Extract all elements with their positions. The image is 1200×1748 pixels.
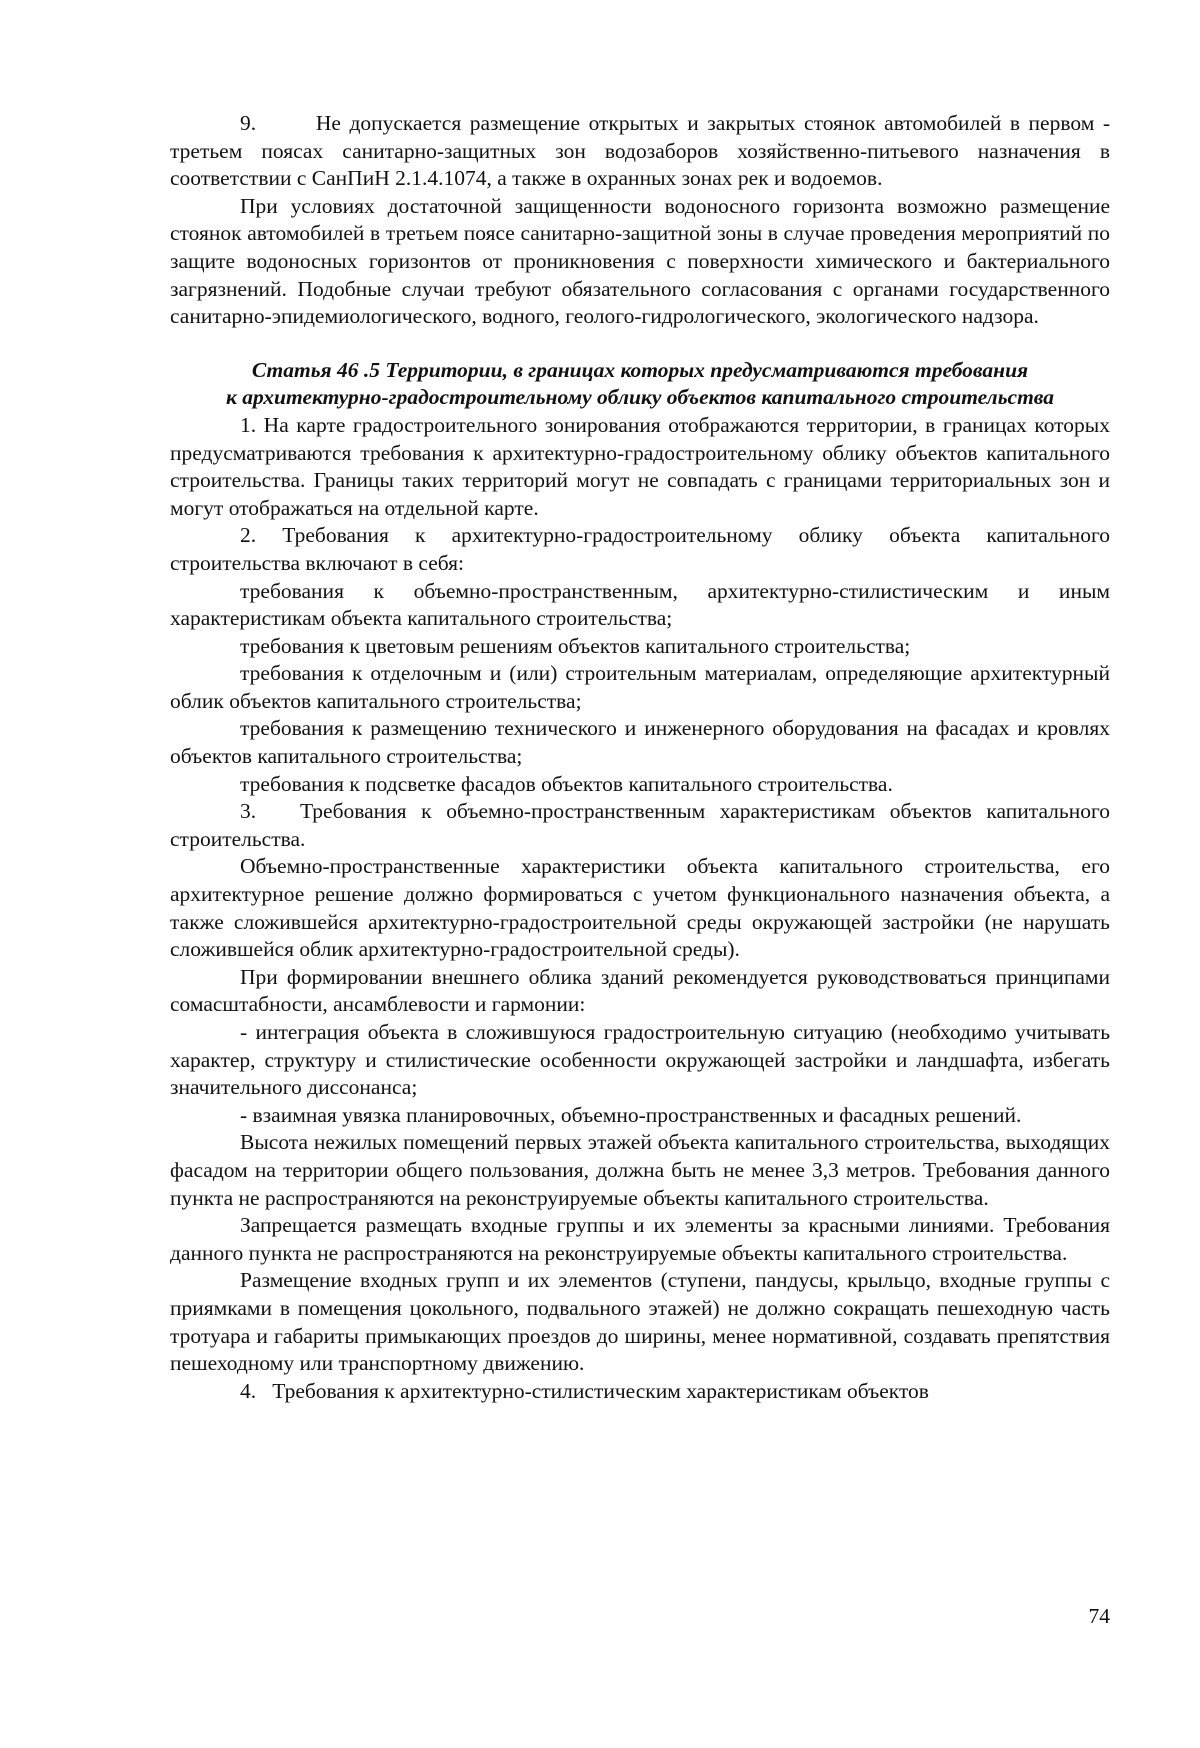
- paragraph-1: 1. На карте градостроительного зонирования отображаются территории, в границах которых предусматриваются требования к архитектурно-градостроительному облику объектов капитального строительства. Границы таких территорий могут не совпадать с границами территориальных зон и могут отображаться на отдельной карте.: [170, 412, 1110, 520]
- requirement-equipment: требования к размещению технического и инженерного оборудования на фасадах и кровлях объектов капитального строительства;: [170, 716, 1110, 769]
- article-heading-line-2: к архитектурно-градостроительному облику объектов капитального строительства: [225, 385, 1055, 410]
- list-item-coordination: - взаимная увязка планировочных, объемно-пространственных и фасадных решений.: [240, 1102, 1022, 1127]
- document-page: [170, 110, 1110, 1405]
- paragraph-4: 4. Требования к архитектурно-стилистическим характеристикам объектов: [240, 1378, 929, 1403]
- requirement-materials: требования к отделочным и (или) строительным материалам, определяющие архитектурный облик объектов капитального строительства;: [170, 661, 1110, 713]
- requirement-volume-spatial: требования к объемно-пространственным, архитектурно-стилистическим и иным характеристикам объекта капитального строительства;: [170, 578, 1110, 631]
- paragraph-2: 2. Требования к архитектурно-градостроительному облику объекта капитального строительства включают в себя:: [170, 523, 1110, 575]
- list-item-integration: - интеграция объекта в сложившуюся градостроительную ситуацию (необходимо учитывать характер, структуру и стилистические особенности окружающей застройки и ландшафта, избегать значительного диссонанса;: [170, 1020, 1110, 1100]
- article-heading: [170, 357, 1110, 412]
- paragraph-parking-conditions: При условиях достаточной защищенности водоносного горизонта возможно размещение стоянок автомобилей в третьем поясе санитарно-защитной зоны в случае проведения мероприятий по защите водоносных горизонтов от проникновения с поверхности химического и бактериального загрязнений. Подобные случаи требуют обязательного согласования с органами государственного санитарно-эпидемиологического, водного, геолого-гидрологического, экологического надзора.: [170, 193, 1110, 329]
- paragraph-entrance-placement: Размещение входных групп и их элементов (ступени, пандусы, крыльцо, входные группы с приямками в помещения цокольного, подвального этажей) не должно сокращать пешеходную часть тротуара и габариты примыкающих проездов до ширины, менее нормативной, создавать препятствия пешеходному или транспортному движению.: [170, 1268, 1110, 1376]
- paragraph-entrance-groups: Запрещается размещать входные группы и их элементы за красными линиями. Требования данного пункта не распространяются на реконструируемые объекты капитального строительства.: [170, 1213, 1110, 1265]
- page-number: 74: [1088, 1604, 1110, 1628]
- paragraph-floor-height: Высота нежилых помещений первых этажей объекта капитального строительства, выходящих фасадом на территории общего пользования, должна быть не менее 3,3 метров. Требования данного пункта не распространяются на реконструируемые объекты капитального строительства.: [170, 1130, 1110, 1210]
- article-heading-line-1: Статья 46 .5 Территории, в границах которых предусматриваются требования: [251, 357, 1029, 382]
- paragraph-volume-characteristics: Объемно-пространственные характеристики объекта капитального строительства, его архитектурное решение должно формироваться с учетом функционального назначения объекта, а также сложившейся архитектурно-градостроительной среды окружающей застройки (не нарушать сложившейся облик архитектурно-градостроительной среды).: [170, 854, 1110, 962]
- paragraph-3: 3. Требования к объемно-пространственным характеристикам объектов капитального строительства.: [170, 799, 1110, 851]
- paragraph-item-9: 9. Не допускается размещение открытых и закрытых стоянок автомобилей в первом - третьем поясах санитарно-защитных зон водозаборов хозяйственно-питьевого назначения в соответствии с СанПиН 2.1.4.1074, а также в охранных зонах рек и водоемов.: [170, 111, 1110, 191]
- requirement-lighting: требования к подсветке фасадов объектов капитального строительства.: [240, 771, 893, 796]
- requirement-color: требования к цветовым решениям объектов капитального строительства;: [240, 633, 911, 658]
- paragraph-appearance-principles: При формировании внешнего облика зданий рекомендуется руководствоваться принципами сомасштабности, ансамблевости и гармонии:: [170, 964, 1110, 1017]
